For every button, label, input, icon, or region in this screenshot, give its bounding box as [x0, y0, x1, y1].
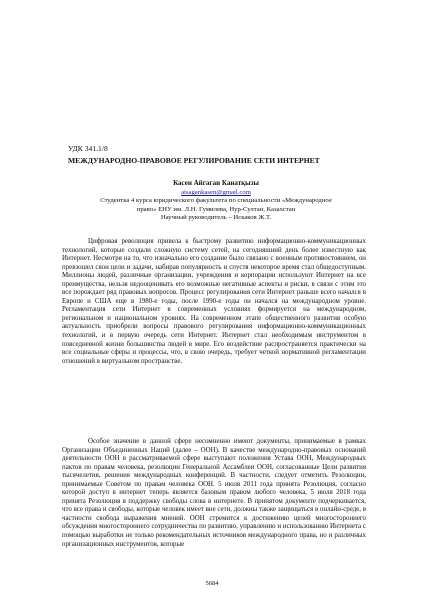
body-paragraph-1: Цифровая революция привела к быстрому развитию информационно-коммуникационных технологий, которые создали сложную систему сетей, на сегодняшний день более известную как Интернет. Несмотря на то, что изначально его создание было связано с военным противостоянием, он превзошел свои цели и задачи, набирая популярность и спустя некоторое время стал общедоступным. Миллионы людей, различные организации, учреждения и корпорации используют Интернет на все преимущества, нельзя недооценивать его возможные негативные аспекты и риски, в связи с этим это все порождает ряд правовых вопросов. Процесс регулирования сети Интернет раньше всего начался в Европе и США еще в 1980-е годы, после 1990-е годы он начался на международном уровне. Регламентация сети Интернет в современных условиях формируется на международном, региональном и национальном уровнях. На современном этапе общественного развития особую актуальность приобрели вопросы правового регулирования информационно-коммуникационных технологий, и в первую очередь сети Интернет. Интернет стал необходимым инструментом в повседневной жизни большинства людей в мире. Его воздействие распространяется практически на все социальные сферы и процессы, что, в свою очередь, требует четкой нормативной регламентации отношений в виртуальном пространстве. [62, 238, 366, 365]
affiliation-line-2: право» ЕНУ им. Л.Н. Гумилева, Нур-Султан, Казахстан [136, 205, 296, 213]
udk-code: УДК 341.1/8 [68, 144, 108, 153]
author-affiliation [68, 197, 364, 223]
supervisor-line: Научный руководитель – Искаков Ж.Т. [160, 214, 272, 222]
author-name: Касен Айгаган Канатқызы [173, 179, 259, 187]
article-title: МЕЖДУНАРОДНО-ПРАВОВОЕ РЕГУЛИРОВАНИЕ СЕТИ ИНТЕРНЕТ [68, 156, 320, 165]
author-email-link[interactable]: aisagankasen@gmail.com [181, 189, 251, 196]
affiliation-line-1: Студентка 4 курса юридического факультета по специальности «Международное [100, 197, 332, 204]
page-number: 5684 [205, 580, 219, 587]
body-paragraph-2: Особое значение в данной сфере несомненно имеют документы, принимаемые в рамках Организации Объединенных Наций (далее – ООН). В качестве международно-правовых оснований деятельности ООН в рассматриваемой сфере выступают положения Устава ООН, Международных пактов по правам человека, резолюции Генеральной Ассамблеи ООН, согласованные Цели развития тысячелетия, решения международных конференций. В частности, следует отметить Резолюции, принимаемые Советом по правам человека ООН. 5 июля 2011 года принята Резолюция, согласно которой доступ в интернет теперь является базовым правом любого человека, 5 июля 2018 года принята Резолюция в поддержку свободы слова в интернете. В принятом документе подчеркивается, что все права и свободы, которые человек имеет вне сети, должны также защищаться в онлайн-среде, в частности свобода выражения мнений. ООН стремится к достижению целей многостороннего обсуждения многостороннего сотрудничества по развитию, управлению и использованию Интернета с помощью выработки не только рекомендательных источников международного права, но и различных организационных инструментов, которые [62, 438, 366, 548]
